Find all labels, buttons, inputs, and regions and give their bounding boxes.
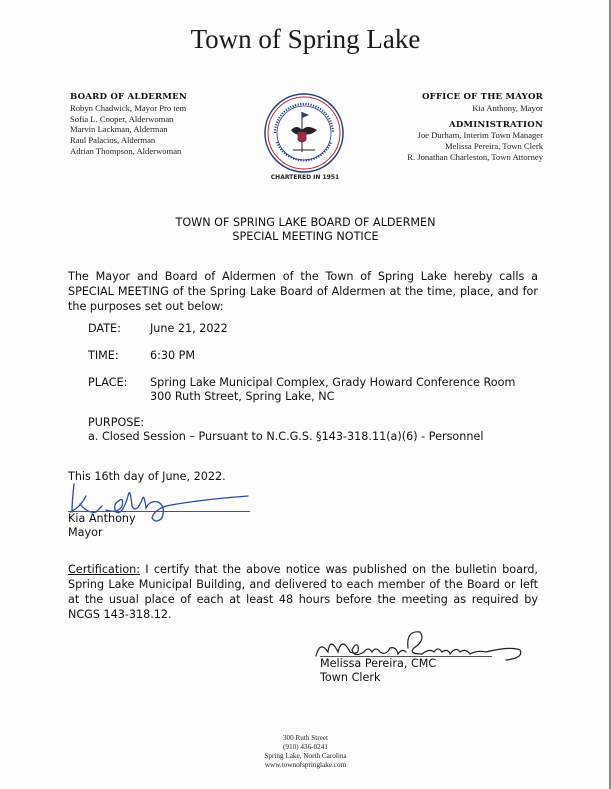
dated-line: This 16th day of June, 2022.	[68, 470, 226, 483]
board-member: Sofia L. Cooper, Alderwoman	[70, 113, 174, 124]
board-member: Robyn Chadwick, Mayor Pro tem	[70, 102, 187, 113]
admin-member: Joe Durham, Interim Town Manager	[417, 130, 543, 141]
certification-paragraph	[68, 562, 538, 622]
purpose-item: a. Closed Session – Pursuant to N.C.G.S. §143-318.11(a)(6) - Personnel	[88, 430, 484, 443]
place-label: PLACE:	[88, 376, 128, 389]
time-value: 6:30 PM	[150, 349, 196, 362]
page-title: Town of Spring Lake	[190, 24, 421, 54]
notice-title-line1: TOWN OF SPRING LAKE BOARD OF ALDERMEN	[175, 216, 436, 229]
place-line2: 300 Ruth Street, Spring Lake, NC	[150, 390, 335, 403]
notice-title-line2: SPECIAL MEETING NOTICE	[232, 230, 379, 243]
clerk-title: Town Clerk	[320, 671, 381, 684]
mayor-line: Kia Anthony, Mayor	[472, 102, 543, 113]
signer-name: Kia Anthony	[68, 512, 136, 525]
footer-address: 300 Ruth Street	[282, 734, 329, 742]
footer-city: Spring Lake, North Carolina	[264, 752, 347, 760]
board-member: Raul Palacios, Alderman	[70, 135, 156, 146]
purpose-row	[88, 416, 484, 443]
certification-label: Certification:	[68, 563, 141, 576]
footer	[0, 734, 611, 770]
footer-website: www.townofspringlake.com	[264, 761, 347, 769]
footer-phone: (910) 436-0241	[283, 743, 328, 751]
notice-title	[0, 216, 611, 244]
chartered-text: CHARTERED IN 1951	[270, 174, 340, 181]
date-value: June 21, 2022	[150, 322, 228, 335]
date-label: DATE:	[88, 322, 121, 335]
place-line1: Spring Lake Municipal Complex, Grady Howard Conference Room	[150, 376, 516, 389]
board-member: Adrian Thompson, Alderwoman	[70, 145, 182, 156]
mayor-heading: OFFICE OF THE MAYOR	[421, 92, 543, 102]
clerk-name: Melissa Pereira, CMC	[320, 657, 437, 670]
mayor-signature-block	[68, 512, 136, 540]
purpose-label: PURPOSE:	[88, 416, 145, 429]
board-member: Marvin Lackman, Alderman	[70, 124, 168, 135]
signer-title: Mayor	[68, 526, 103, 539]
clerk-signature-block	[320, 657, 436, 685]
board-of-aldermen	[70, 92, 187, 157]
intro-paragraph: The Mayor and Board of Aldermen of the Town of Spring Lake hereby calls a SPECIAL MEETING of the Spring Lake Board of Aldermen at the time, place, and for the purposes set out below:	[68, 270, 538, 313]
admin-member: R. Jonathan Charleston, Town Attorney	[407, 151, 543, 162]
office-of-mayor	[407, 92, 543, 163]
administration-heading: ADMINISTRATION	[448, 119, 543, 130]
place-value	[150, 376, 515, 404]
board-heading: BOARD OF ALDERMEN	[70, 92, 187, 102]
time-label: TIME:	[88, 349, 119, 362]
town-seal-icon	[263, 92, 345, 174]
certification-text: I certify that the above notice was published on the bulletin board, Spring Lake Municipal Building, and delivered to each member of the Board or left at the usual place of each at least 48 hours before the meeting as required by NCGS 143-318.12.	[68, 563, 538, 621]
admin-member: Melissa Pereira, Town Clerk	[444, 141, 543, 152]
